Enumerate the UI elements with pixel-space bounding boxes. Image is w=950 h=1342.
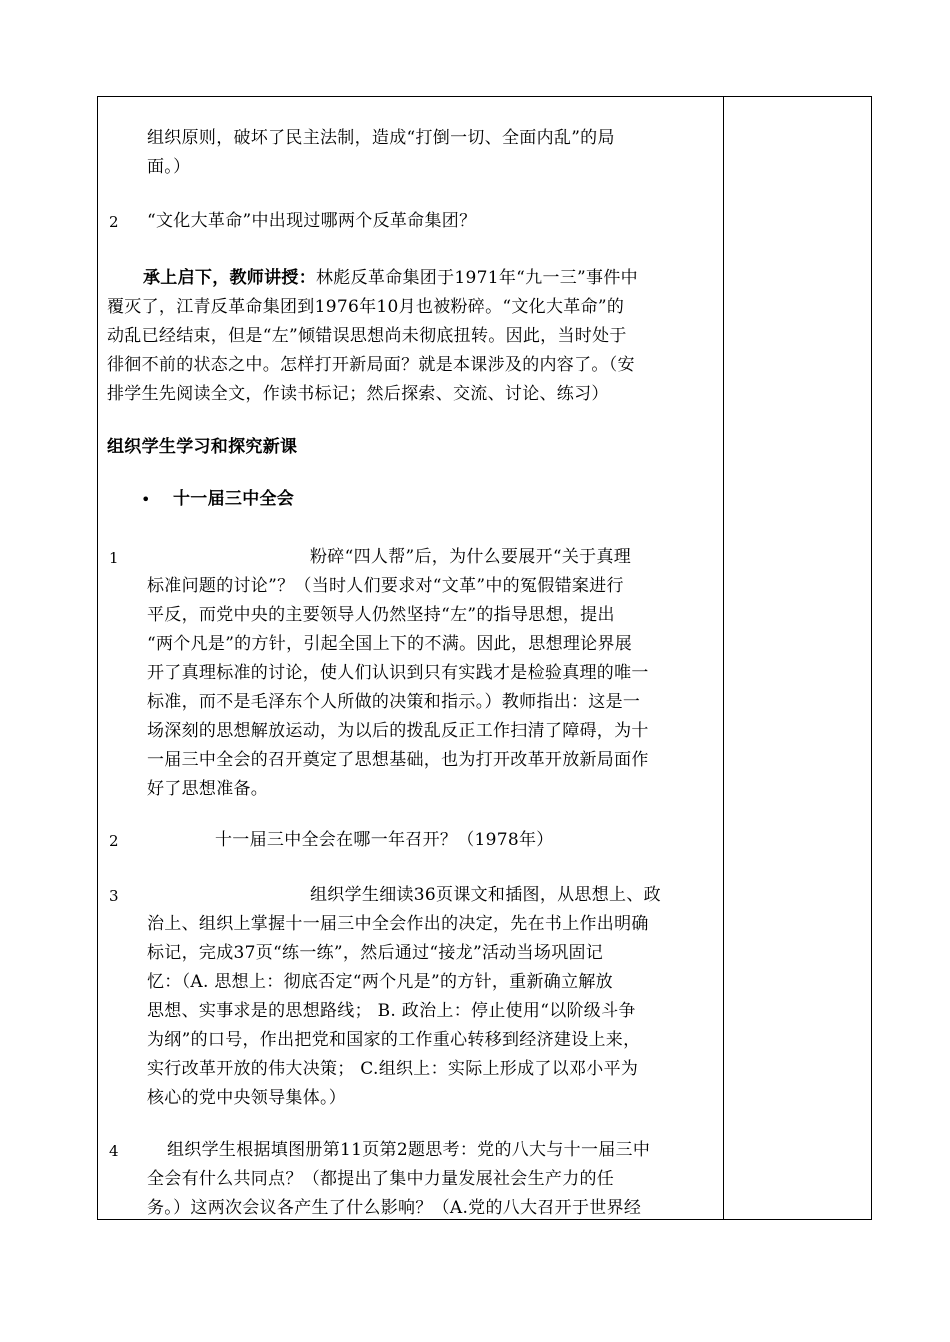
transition-label: 承上启下，教师讲授：: [143, 268, 316, 288]
item-number: 4: [109, 1142, 119, 1160]
item-number: 2: [109, 832, 119, 850]
item-line: 标准，而不是毛泽东个人所做的决策和指示。）教师指出：这是一: [147, 692, 641, 712]
transition-text: 林彪反革命集团于1971年“九一三”事件中: [316, 268, 638, 288]
section-heading: 组织学生学习和探究新课: [107, 437, 298, 457]
transition-line: 覆灭了，江青反革命集团到1976年10月也被粉碎。“文化大革命”的: [107, 297, 625, 317]
subsection-heading: 十一届三中全会: [173, 489, 295, 509]
item-line: 开了真理标准的讨论，使人们认识到只有实践才是检验真理的唯一: [147, 663, 649, 683]
item-line: 好了思想准备。: [147, 779, 269, 799]
item-line: “两个凡是”的方针，引起全国上下的不满。因此，思想理论界展: [147, 634, 633, 654]
paragraph-line: 组织原则，破坏了民主法制，造成“打倒一切、全面内乱”的局: [147, 128, 615, 148]
item-number: 1: [109, 549, 119, 567]
item-line: 忆：（A. 思想上：彻底否定“两个凡是”的方针，重新确立解放: [147, 972, 613, 992]
item-line: 十一届三中全会在哪一年召开？（1978年）: [215, 830, 554, 850]
paragraph-line: 面。）: [147, 157, 191, 177]
item-line: 治上、组织上掌握十一届三中全会作出的决定，先在书上作出明确: [147, 914, 649, 934]
item-line: 场深刻的思想解放运动，为以后的拨乱反正工作扫清了障碍，为十: [147, 721, 649, 741]
transition-line: [143, 268, 638, 288]
item-line: 实行改革开放的伟大决策； C.组织上：实际上形成了以邓小平为: [147, 1059, 639, 1079]
lesson-content: [97, 96, 723, 1220]
notes-cell: [724, 97, 871, 1219]
item-line: 核心的党中央领导集体。）: [147, 1088, 347, 1108]
item-line: 标记，完成37页“练一练”，然后通过“接龙”活动当场巩固记: [147, 943, 604, 963]
transition-line: 徘徊不前的状态之中。怎样打开新局面？就是本课涉及的内容了。（安: [107, 355, 635, 375]
bullet-icon: •: [141, 490, 151, 509]
question-text: “文化大革命”中出现过哪两个反革命集团？: [147, 211, 477, 231]
item-line: 一届三中全会的召开奠定了思想基础，也为打开改革开放新局面作: [147, 750, 649, 770]
item-number: 3: [109, 887, 119, 905]
transition-line: 排学生先阅读全文，作读书标记；然后探索、交流、讨论、练习）: [107, 384, 609, 404]
item-line: 组织学生根据填图册第11页第2题思考：党的八大与十一届三中: [167, 1140, 651, 1160]
item-line: 组织学生细读36页课文和插图，从思想上、政: [310, 885, 661, 905]
item-line: 思想、实事求是的思想路线； B. 政治上：停止使用“以阶级斗争: [147, 1001, 636, 1021]
transition-line: 动乱已经结束，但是“左”倾错误思想尚未彻底扭转。因此，当时处于: [107, 326, 627, 346]
item-line: 粉碎“四人帮”后，为什么要展开“关于真理: [310, 547, 632, 567]
item-line: 全会有什么共同点？（都提出了集中力量发展社会生产力的任: [147, 1169, 615, 1189]
item-line: 为纲”的口号，作出把党和国家的工作重心转移到经济建设上来，: [147, 1030, 641, 1050]
item-line: 务。）这两次会议各产生了什么影响？（A.党的八大召开于世界经: [147, 1198, 642, 1218]
question-number: 2: [109, 213, 119, 231]
item-line: 平反，而党中央的主要领导人仍然坚持“左”的指导思想，提出: [147, 605, 615, 625]
item-line: 标准问题的讨论”？（当时人们要求对“文革”中的冤假错案进行: [147, 576, 624, 596]
